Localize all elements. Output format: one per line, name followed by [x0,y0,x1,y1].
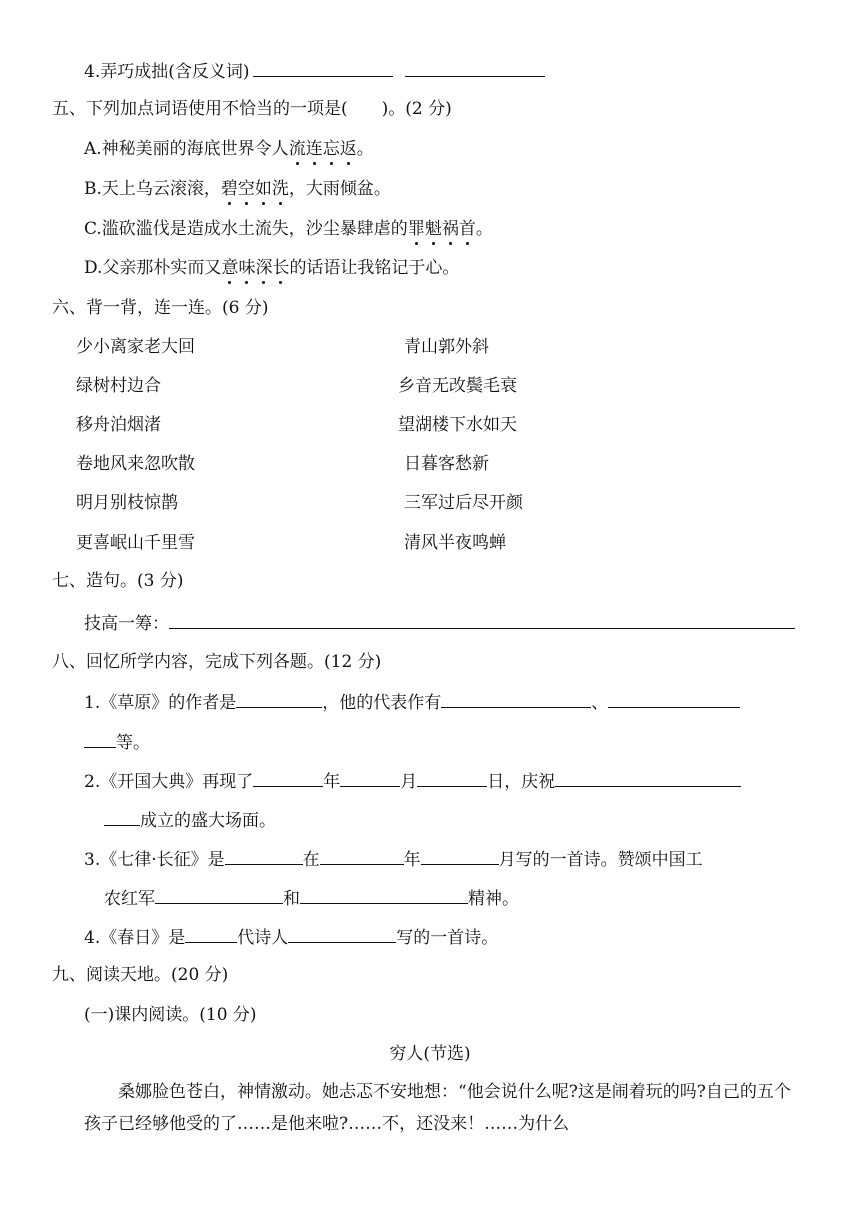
emphasis-char: 空 [237,179,255,199]
option-a [84,138,374,160]
option-text: D.父亲那朴实而又 [84,258,222,278]
section-9-subtitle: (一)课内阅读。(10 分) [84,1005,257,1025]
sentence-item: 技高一筹： [84,611,795,635]
q8-2-cont: 成立的盛大场面。 [104,808,276,832]
work-blank[interactable] [608,690,740,708]
poem-line-right[interactable]: 乡音无改鬓毛衰 [398,376,517,396]
year-blank[interactable] [320,847,404,865]
option-c [84,218,493,240]
emphasis-char: 忘 [322,139,340,159]
answer-blank[interactable] [405,59,545,77]
section-6-title: 六、背一背，连一连。(6 分) [52,298,269,318]
poem-line-right[interactable]: 青山郭外斜 [404,337,489,357]
q8-3-cont: 农红军 和 精神。 [104,886,519,910]
poem-line-left[interactable]: 明月别枝惊鹊 [76,493,178,513]
author-blank[interactable] [225,847,303,865]
work-blank-cont[interactable] [84,730,116,748]
q4-antonym-item: 4.弄巧成拙(含反义词) [84,59,545,83]
poem-line-left[interactable]: 更喜岷山千里雪 [76,533,195,553]
q8-4-line: 4.《春日》是 代诗人 写的一首诗。 [84,925,498,949]
spirit-blank[interactable] [155,886,283,904]
section-5-title: 五、下列加点词语使用不恰当的一项是( )。(2 分) [52,99,452,119]
poem-line-left[interactable]: 移舟泊烟渚 [76,415,161,435]
poem-line-right[interactable]: 日暮客愁新 [404,454,489,474]
option-text: B.天上乌云滚滚， [84,179,221,199]
event-blank[interactable] [555,769,741,787]
q8-1-line: 1.《草原》的作者是 ，他的代表作有 、 [84,690,740,714]
section-7-title: 七、造句。(3 分) [52,571,184,591]
option-b [84,178,391,200]
month-blank[interactable] [340,769,400,787]
option-text: A.神秘美丽的海底世界令人 [84,139,289,159]
answer-blank[interactable] [253,59,393,77]
emphasis-char: 如 [254,179,272,199]
event-blank-cont[interactable] [104,808,140,826]
option-text: 。 [475,219,493,239]
emphasis-char: 味 [238,258,256,278]
poem-line-left[interactable]: 绿树村边合 [76,376,161,396]
option-d [84,257,459,279]
emphasis-char: 意 [221,258,239,278]
section-8-title: 八、回忆所学内容，完成下列各题。(12 分) [52,652,382,672]
sentence-blank[interactable] [169,611,795,629]
emphasis-char: 流 [288,139,306,159]
article-title: 穷人(节选) [389,1044,471,1064]
poem-line-right[interactable]: 三军过后尽开颜 [404,493,523,513]
poem-line-left[interactable]: 少小离家老大回 [76,337,195,357]
option-text: 的话语让我铭记于心。 [289,258,460,278]
emphasis-char: 魁 [424,219,442,239]
q8-3-line: 3.《七律·长征》是 在 年 月写的一首诗。赞颂中国工 [84,847,703,871]
month-blank[interactable] [421,847,499,865]
option-text: C.滥砍滥伐是造成水土流失，沙尘暴肆虐的 [84,219,408,239]
q8-2-line: 2.《开国大典》再现了 年 月 日，庆祝 [84,769,741,793]
day-blank[interactable] [417,769,487,787]
emphasis-char: 返 [339,139,357,159]
q8-1-cont: 等。 [84,730,150,754]
emphasis-char: 首 [458,219,476,239]
emphasis-char: 碧 [220,179,238,199]
poet-blank[interactable] [288,925,396,943]
dynasty-blank[interactable] [185,925,237,943]
year-blank[interactable] [253,769,323,787]
emphasis-char: 洗 [271,179,289,199]
spirit-blank[interactable] [300,886,468,904]
poem-line-right[interactable]: 清风半夜鸣蝉 [404,533,506,553]
article-paragraph: 桑娜脸色苍白，神情激动。她忐忑不安地想：“他会说什么呢?这是闹着玩的吗?自己的五个孩子已经够他受的了……是他来啦?……不，还没来！……为什么 [84,1082,791,1134]
emphasis-char: 罪 [407,219,425,239]
poem-line-right[interactable]: 望湖楼下水如天 [398,415,517,435]
option-text: 。 [356,139,374,159]
poem-line-left[interactable]: 卷地风来忽吹散 [76,454,195,474]
emphasis-char: 深 [255,258,273,278]
option-text: ，大雨倾盆。 [288,179,391,199]
emphasis-char: 祸 [441,219,459,239]
author-blank[interactable] [236,690,322,708]
emphasis-char: 连 [305,139,323,159]
emphasis-char: 长 [272,258,290,278]
work-blank[interactable] [441,690,591,708]
section-9-title: 九、阅读天地。(20 分) [52,965,229,985]
